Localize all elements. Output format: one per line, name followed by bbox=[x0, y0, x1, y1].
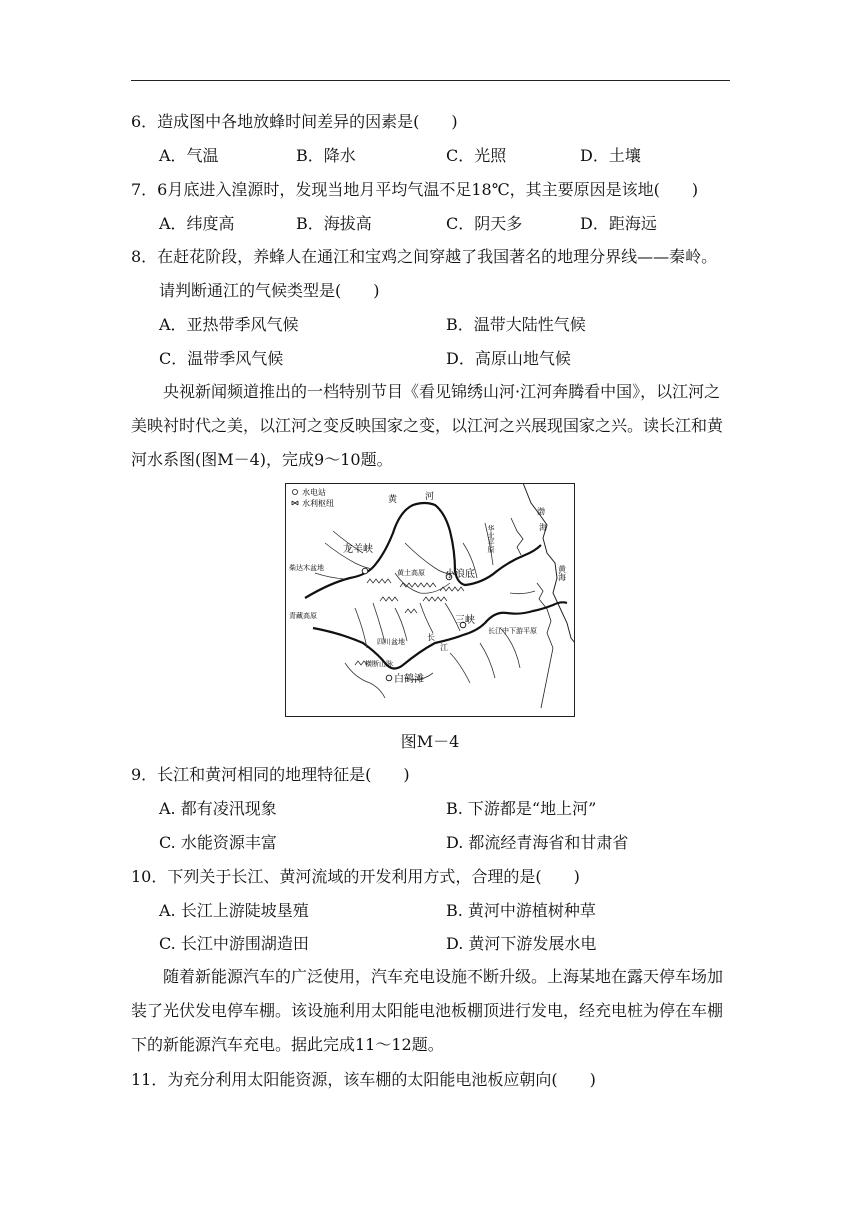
yangtze-yellow-river-map bbox=[285, 483, 575, 717]
label-he: 河 bbox=[425, 492, 435, 502]
question-9-stem: 9．长江和黄河相同的地理特征是( ) bbox=[131, 765, 410, 784]
question-10-option-d: D. 黄河下游发展水电 bbox=[446, 934, 597, 953]
question-6-option-d: D．土壤 bbox=[580, 146, 641, 165]
label-huang: 黄 bbox=[388, 495, 398, 505]
label-huanghai bbox=[557, 564, 567, 581]
label-jiang: 江 bbox=[440, 643, 448, 652]
legend-water-project: 水利枢纽 bbox=[302, 499, 334, 508]
label-chang: 长 bbox=[427, 633, 435, 642]
label-baihetan: 白鹤滩 bbox=[394, 674, 424, 685]
question-7-option-d: D．距海远 bbox=[580, 214, 657, 233]
label-longyangxia: 龙羊峡 bbox=[343, 544, 373, 555]
svg-text:黄海: 黄海 bbox=[557, 565, 567, 581]
label-sanxia: 三峡 bbox=[455, 615, 475, 626]
question-7-option-c: C．阴天多 bbox=[446, 214, 523, 233]
question-10-option-a: A. 长江上游陡坡垦殖 bbox=[159, 901, 309, 920]
question-9-option-a: A. 都有凌汛现象 bbox=[159, 799, 277, 818]
label-bohai-2: 海 bbox=[539, 523, 547, 532]
figure-caption: 图M－4 bbox=[400, 732, 460, 751]
legend-hydro-station: 水电站 bbox=[302, 488, 326, 497]
question-9-option-c: C. 水能资源丰富 bbox=[159, 833, 277, 852]
passage-solar-carport: 随着新能源汽车的广泛使用，汽车充电设施不断升级。上海某地在露天停车场加装了光伏发电停车棚。该设施利用太阳能电池板棚顶进行发电，经充电桩为停在车棚下的新能源汽车充电。据此完成11～12题。 bbox=[131, 967, 724, 1054]
label-loess: 黄土高原 bbox=[397, 569, 425, 577]
label-qaidam: 柴达木盆地 bbox=[289, 564, 324, 572]
question-8-option-c: C．温带季风气候 bbox=[159, 349, 284, 368]
label-north-china bbox=[487, 524, 495, 554]
question-10-option-b: B. 黄河中游植树种草 bbox=[446, 901, 596, 920]
question-8-option-a: A．亚热带季风气候 bbox=[159, 315, 299, 334]
question-9-option-d: D. 都流经青海省和甘肃省 bbox=[446, 833, 629, 852]
question-6-option-b: B．降水 bbox=[296, 146, 356, 165]
question-11-stem: 11．为充分利用太阳能资源，该车棚的太阳能电池板应朝向( ) bbox=[131, 1070, 596, 1089]
question-7-stem: 7．6月底进入湟源时，发现当地月平均气温不足18℃，其主要原因是该地( ) bbox=[131, 180, 699, 199]
question-6-option-c: C．光照 bbox=[446, 146, 507, 165]
baihetan-station-icon bbox=[386, 675, 392, 681]
label-xiaolangdi: 小浪底 bbox=[445, 569, 475, 580]
question-6-stem: 6．造成图中各地放蜂时间差异的因素是( ) bbox=[131, 112, 458, 131]
label-bohai-1: 渤 bbox=[537, 507, 545, 516]
passage-rivers: 央视新闻频道推出的一档特别节目《看见锦绣山河·江河奔腾看中国》，以江河之美映衬时代之美，以江河之变反映国家之变，以江河之兴展现国家之兴。读长江和黄河水系图(图M－4)，完成9～10题。 bbox=[131, 382, 724, 469]
label-hengduan: 横断山脉 bbox=[365, 660, 393, 668]
longyangxia-station-icon bbox=[362, 568, 368, 574]
svg-text:华北平原: 华北平原 bbox=[487, 525, 495, 553]
question-6-option-a: A．气温 bbox=[159, 146, 219, 165]
question-8-option-d: D．高原山地气候 bbox=[446, 349, 571, 368]
question-7-option-a: A．纬度高 bbox=[159, 214, 235, 233]
label-changjiang-plain: 长江中下游平原 bbox=[488, 627, 537, 635]
question-10-option-c: C. 长江中游围湖造田 bbox=[159, 934, 309, 953]
question-8-stem: 8．在赶花阶段，养蜂人在通江和宝鸡之间穿越了我国著名的地理分界线——秦岭。请判断通江的气候类型是( ) bbox=[131, 247, 718, 300]
question-9-option-b: B. 下游都是“地上河” bbox=[446, 799, 597, 818]
top-rule bbox=[131, 80, 730, 81]
label-sichuan: 四川盆地 bbox=[377, 638, 405, 646]
question-8-option-b: B．温带大陆性气候 bbox=[446, 315, 586, 334]
question-7-option-b: B．海拔高 bbox=[296, 214, 372, 233]
label-qinghai-tibet: 青藏高原 bbox=[289, 612, 317, 620]
question-10-stem: 10．下列关于长江、黄河流域的开发利用方式，合理的是( ) bbox=[131, 867, 580, 886]
